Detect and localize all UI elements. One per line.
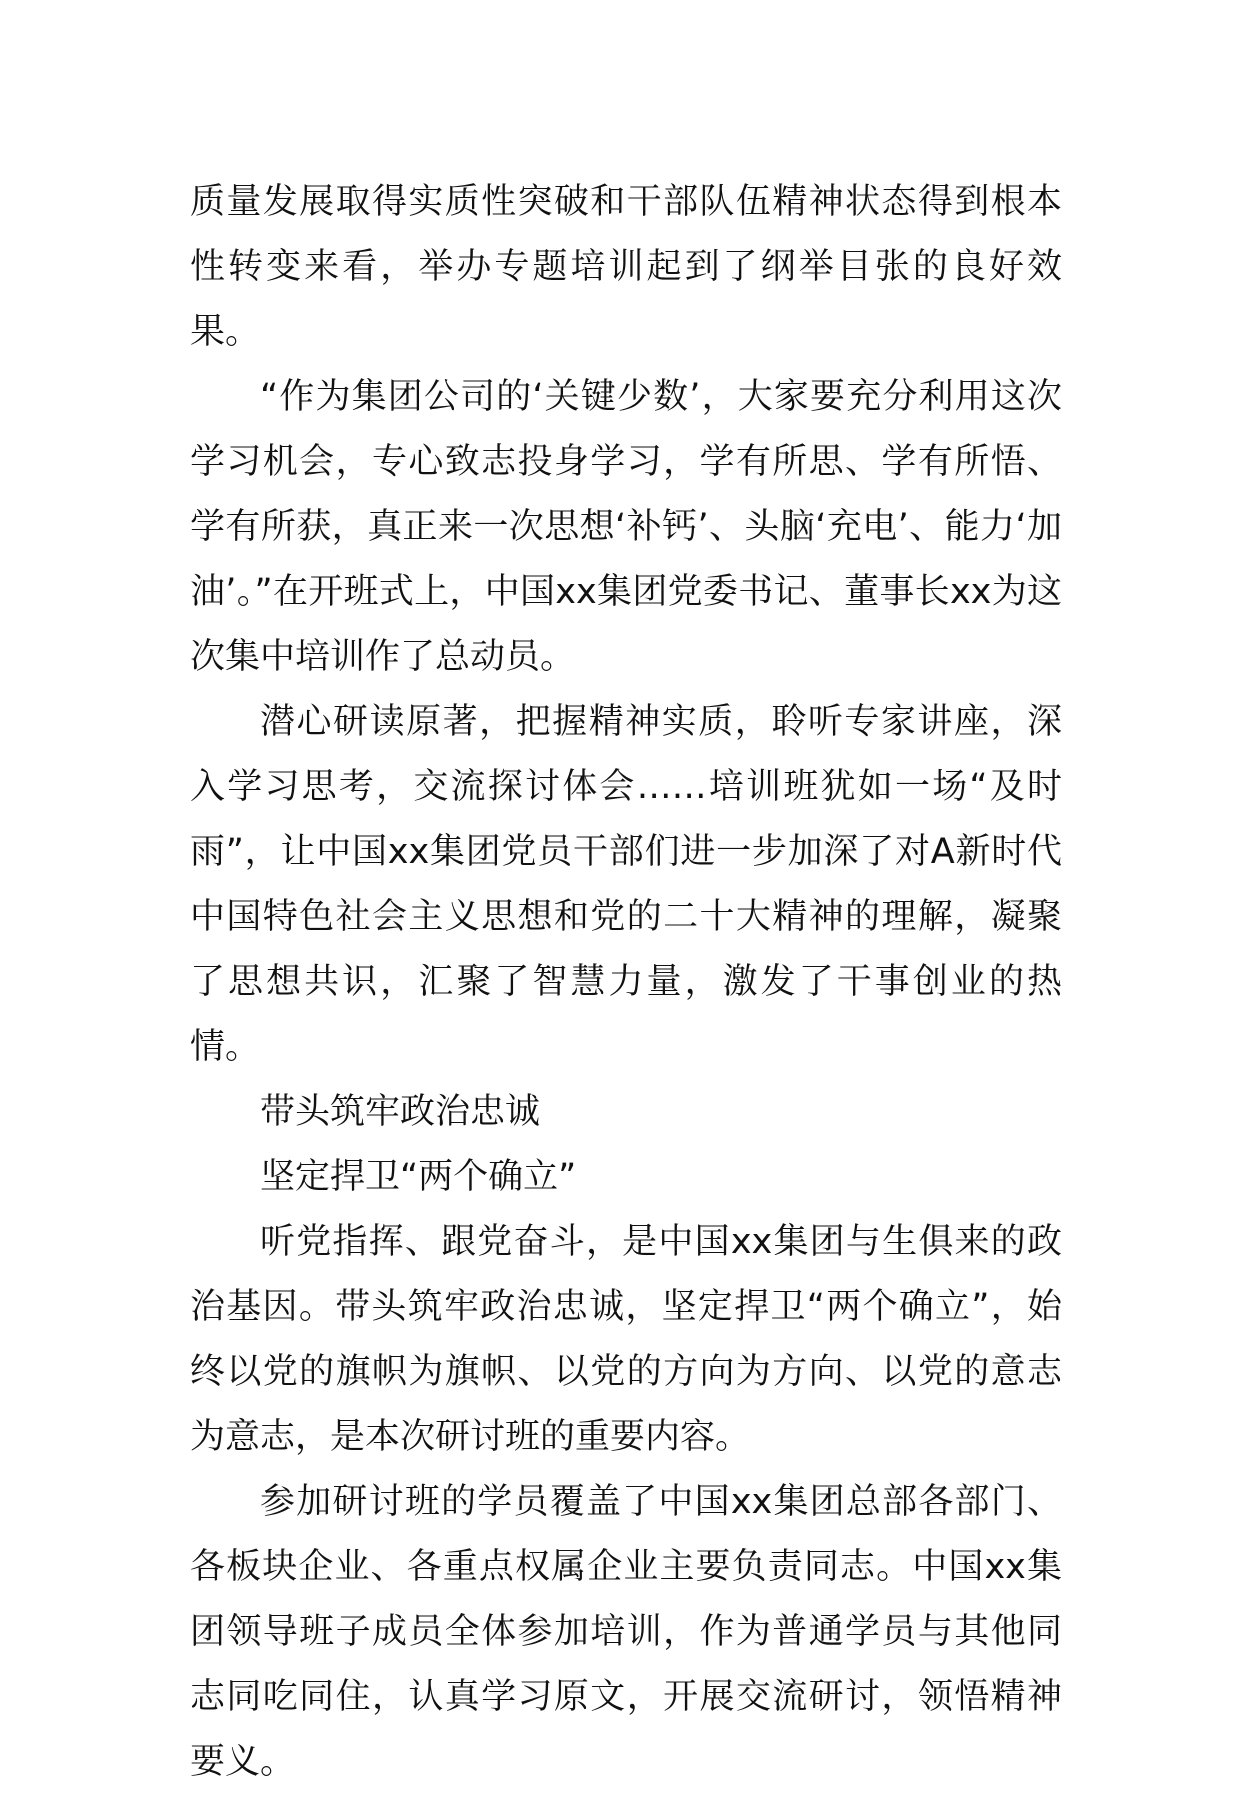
paragraph-continuation: 质量发展取得实质性突破和干部队伍精神状态得到根本性转变来看，举办专题培训起到了纲举目张的良好效果。 [190,182,1062,352]
paragraph-training-effect: 潜心研读原著，把握精神实质，聆听专家讲座，深入学习思考，交流探讨体会……培训班犹如一场“及时雨”，让中国xx集团党员干部们进一步加深了对A新时代中国特色社会主义思想和党的二十大精神的理解，凝聚了思想共识，汇聚了智慧力量，激发了干事创业的热情。 [190,702,1062,1067]
paragraph-political-gene: 听党指挥、跟党奋斗，是中国xx集团与生俱来的政治基因。带头筑牢政治忠诚，坚定捍卫“两个确立”，始终以党的旗帜为旗帜、以党的方向为方向、以党的意志为意志，是本次研讨班的重要内容。 [190,1222,1062,1457]
paragraph-key-minority-quote: “作为集团公司的‘关键少数’，大家要充分利用这次学习机会，专心致志投身学习，学有所思、学有所悟、学有所获，真正来一次思想‘补钙’、头脑‘充电’、能力‘加油’。”在开班式上，中国xx集团党委书记、董事长xx为这次集中培训作了总动员。 [190,377,1062,677]
section-heading-line-2: 坚定捍卫“两个确立” [260,1157,577,1197]
section-heading-line-1: 带头筑牢政治忠诚 [260,1092,541,1132]
paragraph-participants: 参加研讨班的学员覆盖了中国xx集团总部各部门、各板块企业、各重点权属企业主要负责同志。中国xx集团领导班子成员全体参加培训，作为普通学员与其他同志同吃同住，认真学习原文，开展交流研讨，领悟精神要义。 [190,1482,1062,1782]
document-body [190,170,1062,1795]
